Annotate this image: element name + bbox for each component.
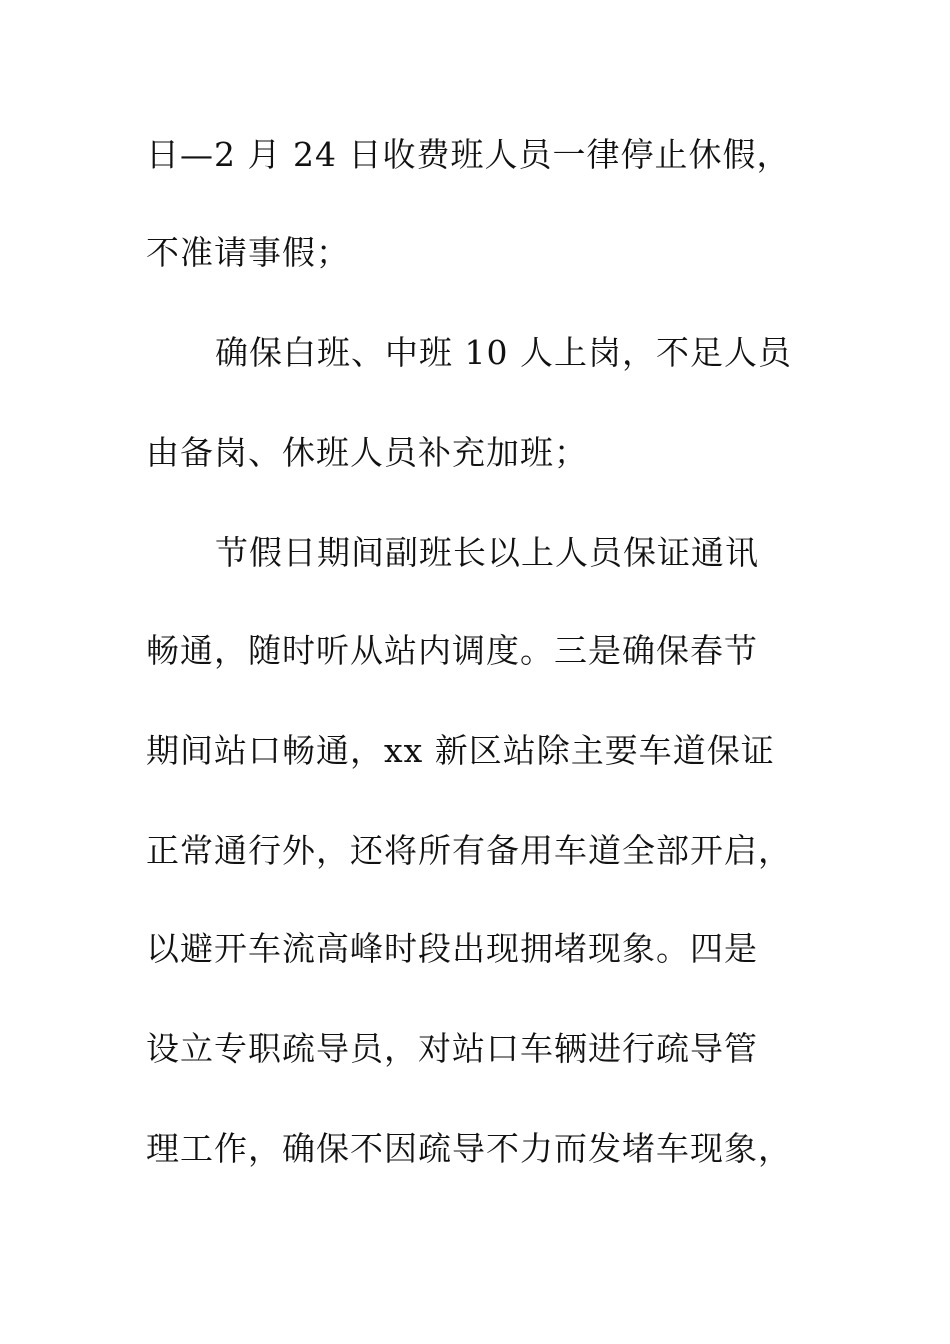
text-line-4: 由备岗、休班人员补充加班； <box>146 433 588 472</box>
text-line-9: 以避开车流高峰时段出现拥堵现象。四是 <box>146 929 758 968</box>
text-line-7: 期间站口畅通，xx 新区站除主要车道保证 <box>146 731 775 770</box>
text-line-11: 理工作，确保不因疏导不力而发堵车现象， <box>146 1129 792 1168</box>
text-line-10: 设立专职疏导员，对站口车辆进行疏导管 <box>146 1029 758 1068</box>
text-line-5: 节假日期间副班长以上人员保证通讯 <box>215 533 759 572</box>
text-line-6: 畅通，随时听从站内调度。三是确保春节 <box>146 631 758 670</box>
text-line-8: 正常通行外，还将所有备用车道全部开启， <box>146 831 792 870</box>
text-line-3: 确保白班、中班 10 人上岗，不足人员 <box>215 333 792 372</box>
text-line-2: 不准请事假； <box>146 233 350 272</box>
text-line-1: 日—2 月 24 日收费班人员一律停止休假， <box>146 135 791 174</box>
